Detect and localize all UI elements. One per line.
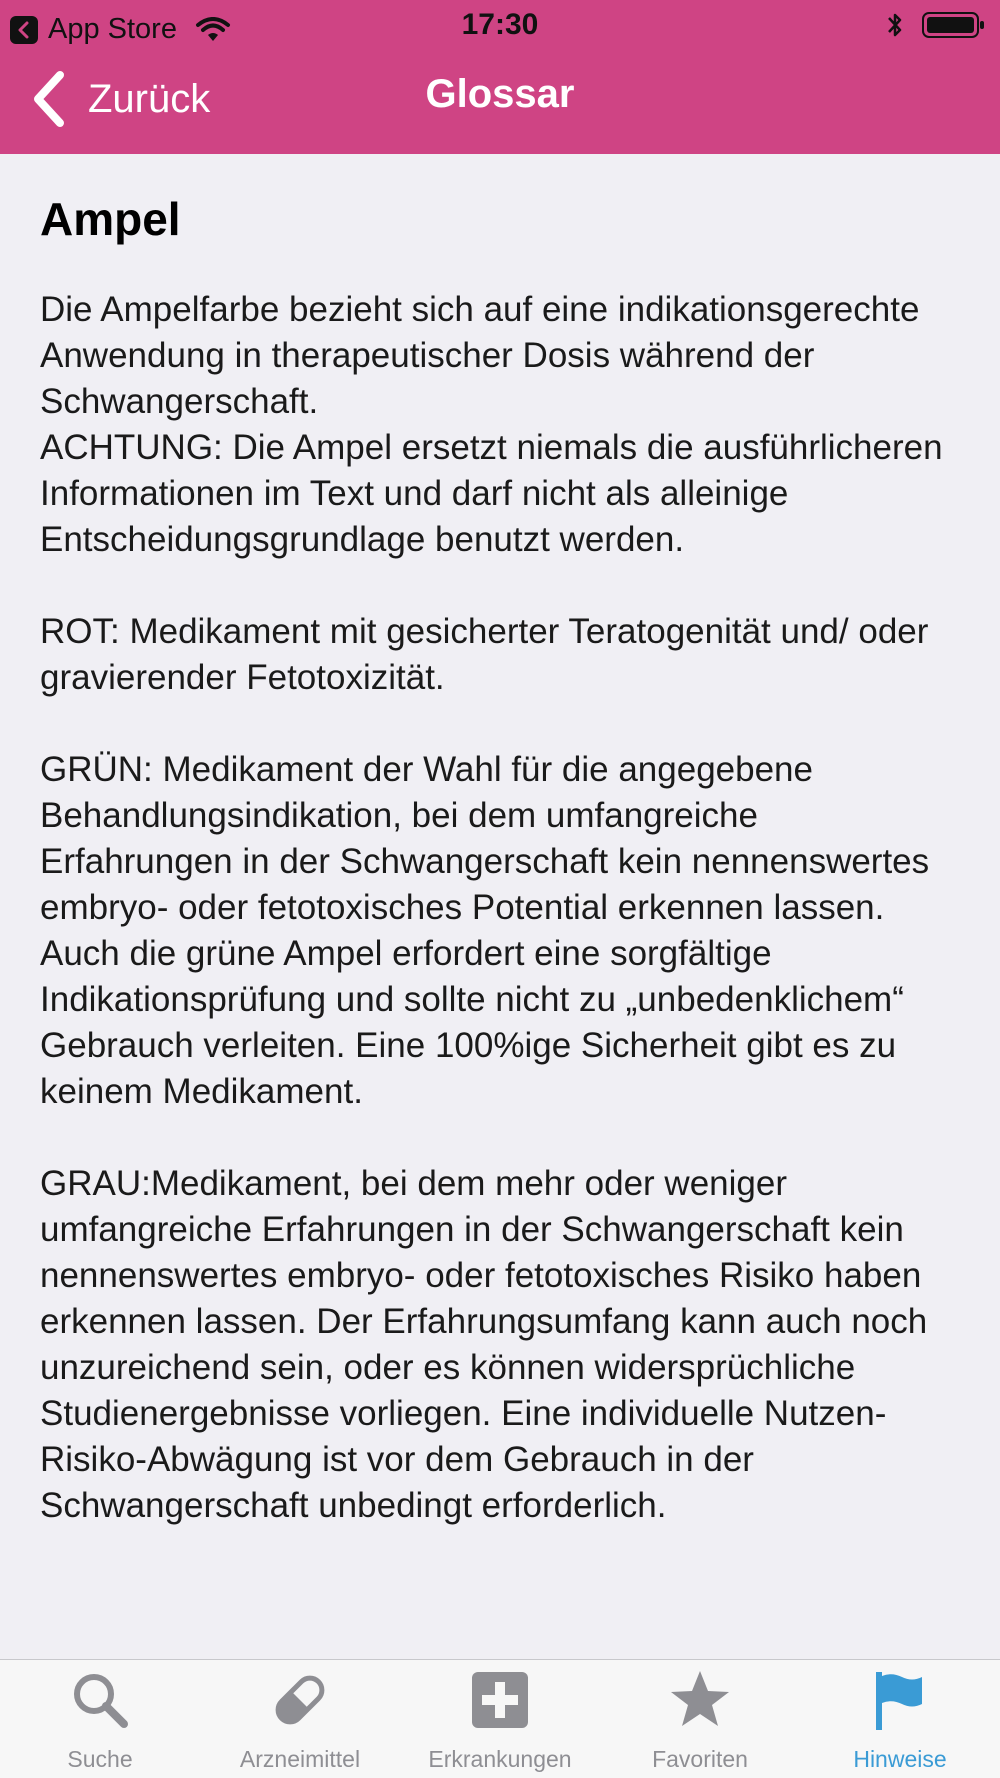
status-time: 17:30 xyxy=(461,8,539,41)
tab-hinweise[interactable] xyxy=(800,1660,1000,1778)
back-app-label: App Store xyxy=(48,13,177,45)
tab-label: Hinweise xyxy=(853,1746,947,1772)
tab-label: Arzneimittel xyxy=(239,1746,361,1772)
header xyxy=(0,0,1000,154)
tab-favoriten[interactable] xyxy=(600,1660,800,1778)
tab-label: Suche xyxy=(67,1746,133,1772)
status-indicators xyxy=(884,10,986,40)
paragraph-grey: GRAU:Medikament, bei dem mehr oder weniger umfangreiche Erfahrungen in der Schwangerschaft kein nennenswertes embryo- oder fetotoxisches Risiko haben erkennen lassen. Der Erfahrungsumfang kann auch noch unzureichend sein, oder es können widersprüchliche Studienergebnisse vorliegen. Eine individuelle Nutzen-Risiko-Abwägung ist vor dem Gebrauch in der Schwangerschaft unbedingt erforderlich. xyxy=(40,1164,928,1526)
search-icon xyxy=(68,1668,132,1732)
tab-bar xyxy=(0,1659,1000,1778)
pill-icon xyxy=(268,1668,332,1732)
paragraph-red: ROT: Medikament mit gesicherter Teratogenität und/ oder gravierender Fetotoxizität. xyxy=(40,612,929,698)
battery-icon xyxy=(922,11,986,39)
navigation-bar xyxy=(0,54,1000,154)
back-label: Zurück xyxy=(88,76,211,121)
paragraph-green: GRÜN: Medikament der Wahl für die angegebene Behandlungsindikation, bei dem umfangreiche Erfahrungen in der Schwangerschaft kein nennenswertes embryo- oder fetotoxisches Potential erkennen lassen. Auch die grüne Ampel erfordert eine sorgfältige Indikationsprüfung und sollte nicht zu „unbedenklichem“ Gebrauch verleiten. Eine 100%ige Sicherheit gibt es zu keinem Medikament. xyxy=(40,750,930,1112)
tab-arzneimittel[interactable] xyxy=(200,1660,400,1778)
flag-icon xyxy=(868,1668,932,1732)
page-title: Glossar xyxy=(425,72,575,116)
tab-label: Erkrankungen xyxy=(428,1746,572,1772)
star-icon xyxy=(668,1668,732,1732)
paragraph-intro: Die Ampelfarbe bezieht sich auf eine indikationsgerechte Anwendung in therapeutischer Dosis während der Schwangerschaft. ACHTUNG: Die Ampel ersetzt niemals die ausführlicheren Informationen im Text und darf nicht als alleinige Entscheidungsgrundlage benutzt werden. xyxy=(40,290,943,560)
glossary-content[interactable] xyxy=(0,154,1000,1660)
bluetooth-icon xyxy=(884,10,906,40)
tab-label: Favoriten xyxy=(652,1746,748,1772)
medical-cross-icon xyxy=(468,1668,532,1732)
tab-erkrankungen[interactable] xyxy=(400,1660,600,1778)
status-bar xyxy=(0,0,1000,50)
tab-suche[interactable] xyxy=(0,1660,200,1778)
section-heading: Ampel xyxy=(40,193,181,245)
